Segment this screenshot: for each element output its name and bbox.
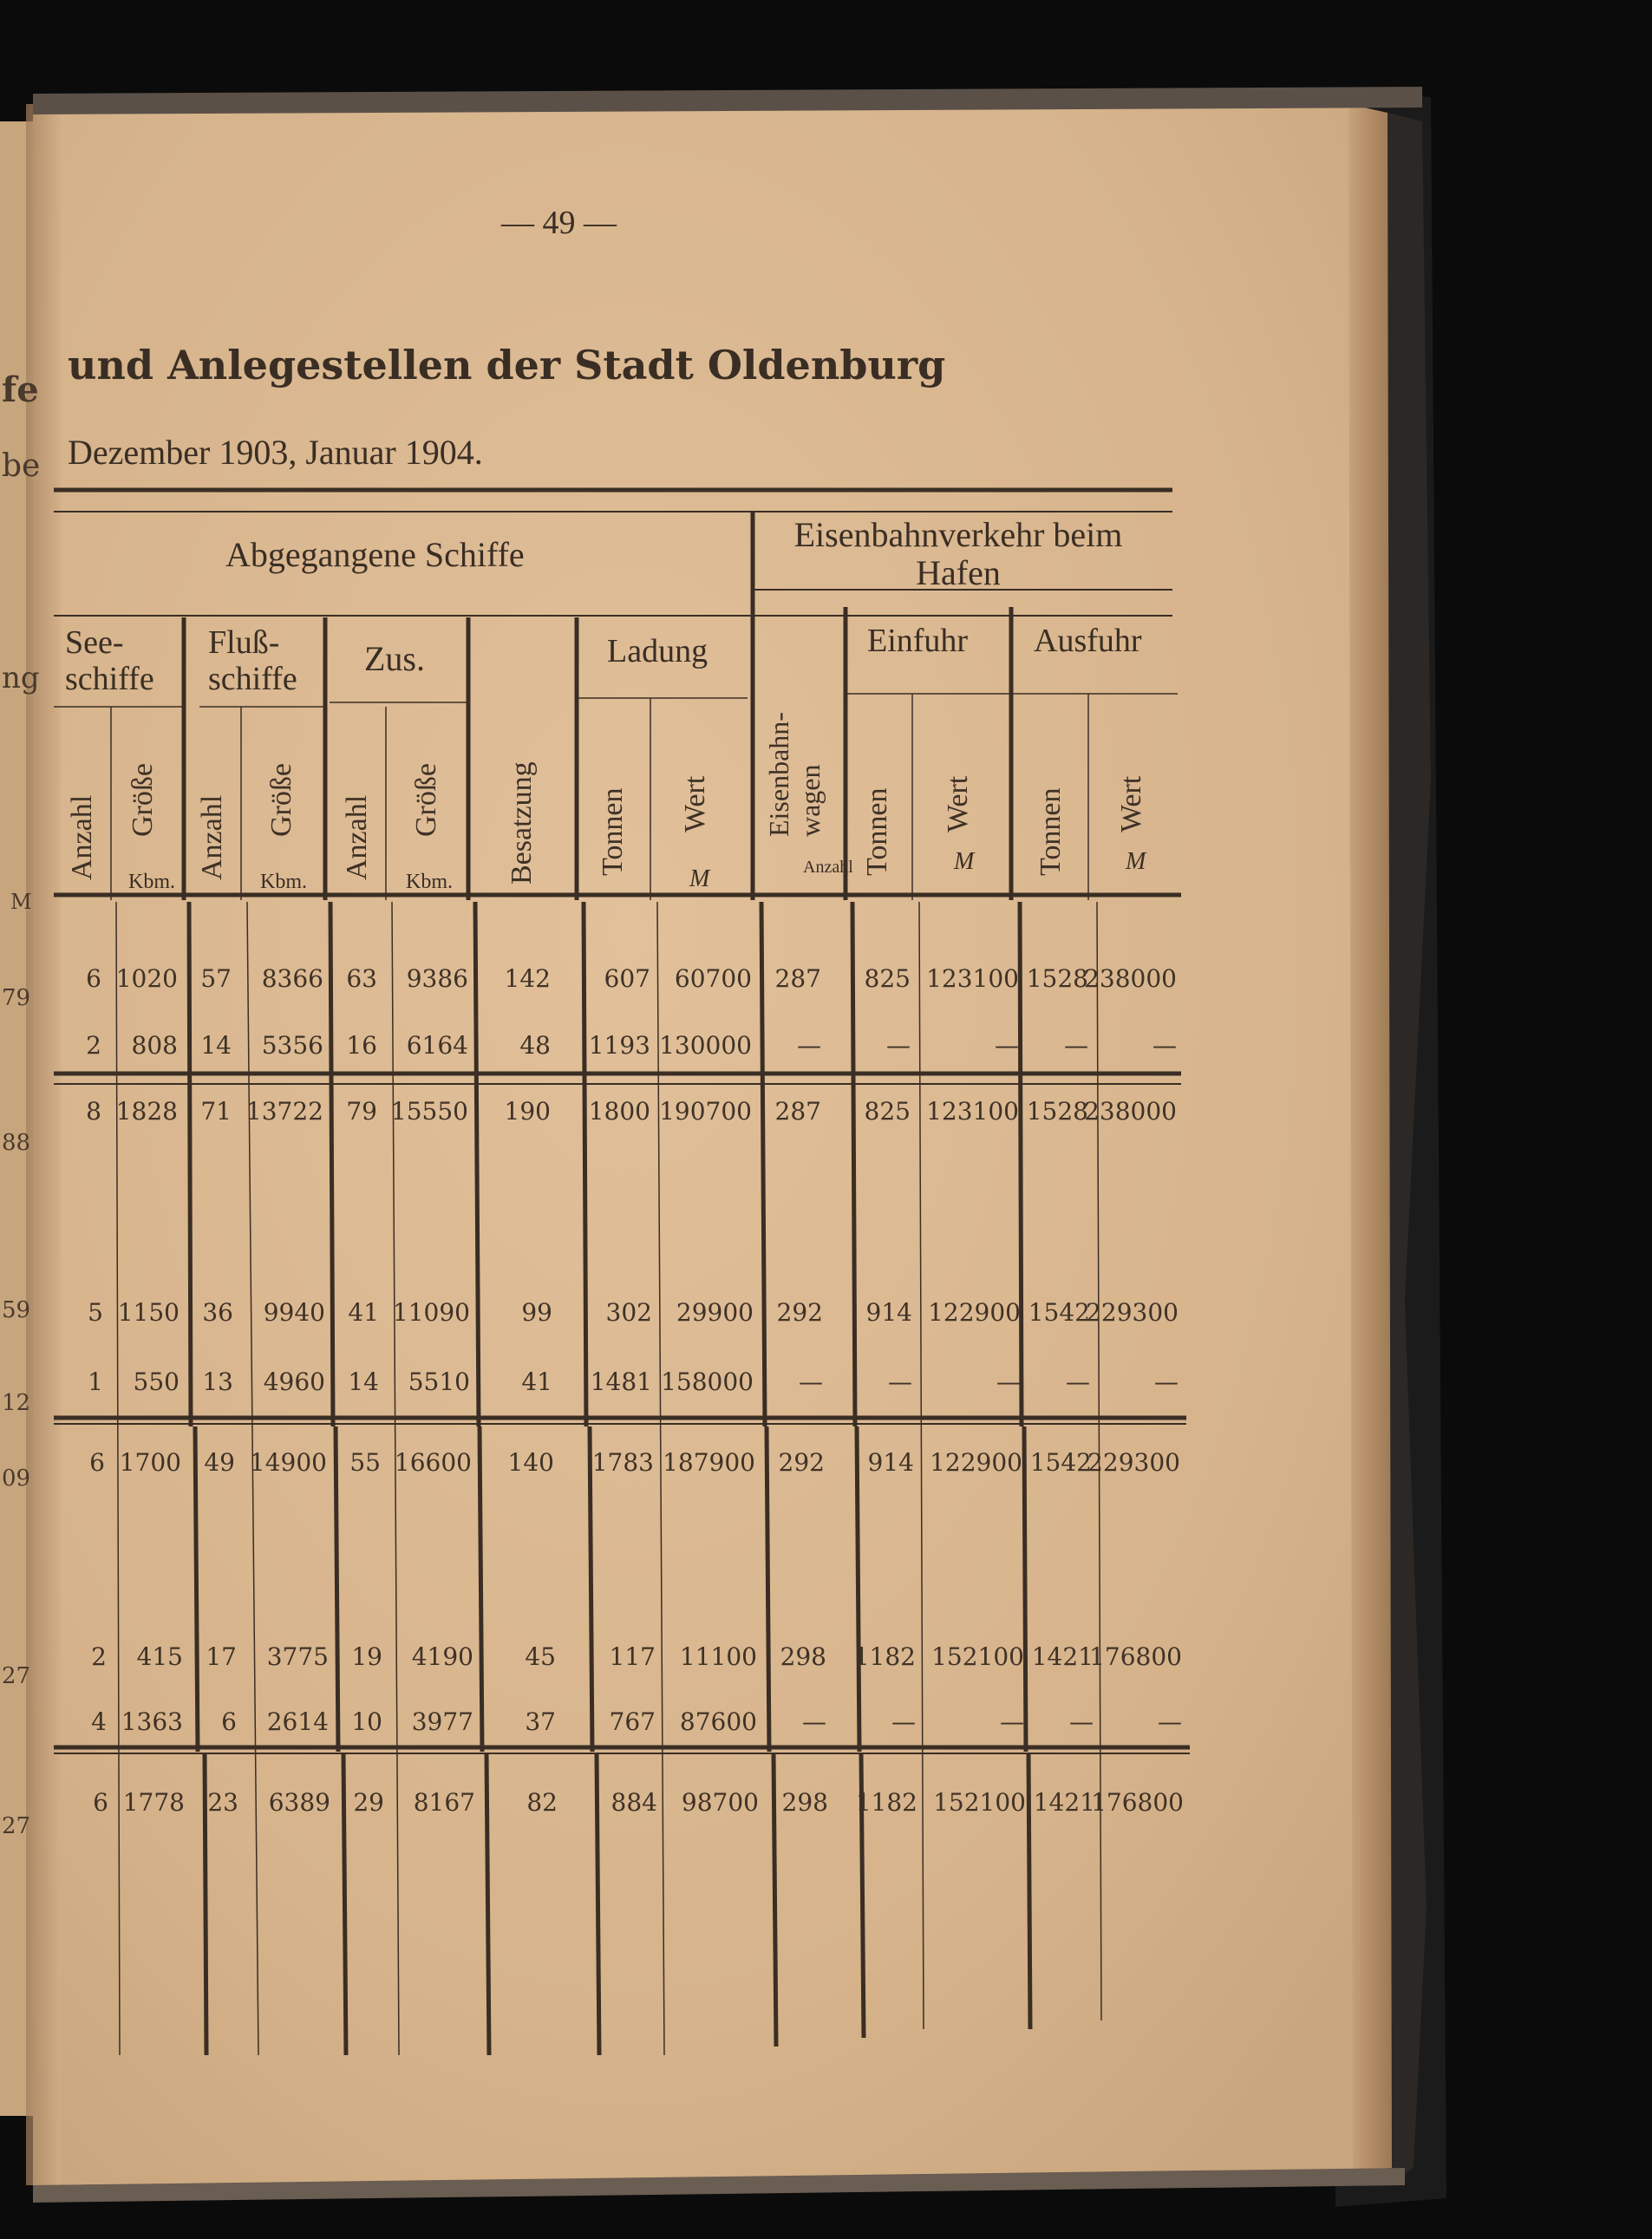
header-eisenbahn: Eisenbahnverkehr beim Hafen (793, 515, 1123, 592)
col-header-aus-tonnen: Tonnen (1035, 787, 1067, 876)
table-cell-zus_groesse: 11090 (392, 1298, 470, 1327)
table-cell-see_anzahl: 5 (88, 1298, 103, 1327)
header-seeschiffe: See-schiffe (65, 624, 154, 697)
col-header-ladung-wert: Wert (679, 775, 711, 832)
table-cell-zus_anzahl: 41 (348, 1298, 379, 1327)
table-cell-see_anzahl: 2 (86, 1031, 101, 1060)
header-abgegangene: Abgegangene Schiffe (225, 535, 525, 574)
table-cell-fluss_anzahl: 57 (200, 964, 232, 993)
table-cell-ein_wert: 122900 (930, 1448, 1022, 1477)
table-cell-ladung_wert: 187900 (663, 1448, 755, 1477)
table-cell-besatzung: 45 (525, 1642, 556, 1671)
margin-fragment: 27 (2, 1813, 31, 1839)
table-cell-zus_groesse: 15550 (390, 1097, 468, 1126)
table-cell-fluss_groesse: 6389 (268, 1788, 330, 1817)
table-cell-ein_tonnen: 825 (864, 1097, 911, 1126)
col-header-zus-groesse: Größe (410, 763, 442, 837)
table-cell-besatzung: 190 (504, 1097, 551, 1126)
table-cell-zus_anzahl: 79 (346, 1097, 377, 1126)
margin-fragment: 88 (2, 1130, 31, 1156)
col-header-fluss-anzahl: Anzahl (196, 794, 228, 880)
table-cell-besatzung: 48 (519, 1031, 551, 1060)
table-cell-see_anzahl: 2 (91, 1642, 107, 1671)
table-cell-ein_wert: 123100 (926, 1097, 1019, 1126)
table-cell-wagen_anzahl: 287 (774, 964, 821, 993)
margin-fragment: 09 (2, 1465, 31, 1492)
table-cell-wagen_anzahl: — (799, 1368, 823, 1396)
table-cell-fluss_groesse: 14900 (249, 1448, 327, 1477)
table-cell-fluss_groesse: 2614 (266, 1707, 329, 1736)
table-cell-ladung_tonnen: 1481 (590, 1368, 652, 1396)
margin-fragment: ng (2, 661, 40, 695)
table-cell-ladung_wert: 190700 (659, 1097, 752, 1126)
header-ladung: Ladung (607, 633, 708, 669)
table-cell-fluss_groesse: 4960 (263, 1368, 325, 1396)
col-header-see-groesse: Größe (127, 763, 159, 837)
col-header-zus-anzahl: Anzahl (341, 794, 373, 880)
table-cell-wagen_anzahl: — (797, 1031, 821, 1060)
table-cell-zus_anzahl: 14 (348, 1368, 379, 1396)
table-cell-zus_groesse: 8167 (413, 1788, 475, 1817)
table-cell-aus_wert: — (1154, 1368, 1179, 1396)
header-einfuhr: Einfuhr (867, 623, 969, 659)
header-zus: Zus. (364, 639, 425, 678)
table-cell-see_anzahl: 6 (89, 1448, 105, 1477)
table-cell-zus_groesse: 9386 (406, 964, 468, 993)
table-cell-zus_anzahl: 19 (351, 1642, 382, 1671)
table-cell-zus_groesse: 3977 (411, 1707, 473, 1736)
col-header-aus-wert: Wert (1115, 775, 1147, 832)
table-cell-aus_wert: — (1158, 1707, 1182, 1736)
table-cell-ein_tonnen: — (886, 1031, 911, 1060)
table-cell-aus_tonnen: 1542 (1028, 1298, 1090, 1327)
table-cell-see_anzahl: 6 (93, 1788, 108, 1817)
table-cell-ein_tonnen: — (891, 1707, 916, 1736)
header-ausfuhr: Ausfuhr (1034, 623, 1142, 659)
table-cell-besatzung: 140 (507, 1448, 554, 1477)
margin-fragment: M (10, 890, 32, 914)
unit-mark: M (689, 865, 710, 892)
table-cell-aus_tonnen: — (1064, 1031, 1088, 1060)
table-cell-see_anzahl: 8 (86, 1097, 101, 1126)
table-cell-zus_groesse: 4190 (411, 1642, 473, 1671)
table-cell-fluss_groesse: 5356 (261, 1031, 323, 1060)
table-cell-aus_wert: 238000 (1084, 1097, 1177, 1126)
col-header-eisenbahnwagen: Eisenbahn-wagen (763, 712, 826, 837)
table-cell-besatzung: 41 (521, 1368, 552, 1396)
table-cell-aus_wert: 176800 (1091, 1788, 1184, 1817)
table-cell-ladung_tonnen: 1783 (591, 1448, 654, 1477)
table-cell-wagen_anzahl: 287 (774, 1097, 821, 1126)
table-cell-fluss_anzahl: 13 (202, 1368, 233, 1396)
table-cell-see_groesse: 415 (136, 1642, 183, 1671)
table-cell-ladung_tonnen: 884 (611, 1788, 657, 1817)
table-cell-ladung_wert: 130000 (659, 1031, 752, 1060)
table-cell-ein_tonnen: 914 (865, 1298, 912, 1327)
table-cell-ladung_wert: 60700 (674, 964, 752, 993)
table-cell-ein_wert: 122900 (928, 1298, 1021, 1327)
margin-fragment: fe (2, 369, 39, 410)
table-cell-zus_groesse: 6164 (406, 1031, 468, 1060)
table-cell-besatzung: 82 (526, 1788, 558, 1817)
table-cell-fluss_groesse: 9940 (263, 1298, 325, 1327)
table-cell-aus_tonnen: 1421 (1033, 1788, 1095, 1817)
table-cell-zus_anzahl: 16 (346, 1031, 377, 1060)
table-cell-aus_tonnen: 1421 (1031, 1642, 1094, 1671)
table-cell-aus_wert: 229300 (1086, 1298, 1179, 1327)
table-cell-ein_tonnen: 1182 (855, 1788, 917, 1817)
header-flussschiffe: Fluß-schiffe (208, 624, 297, 697)
table-cell-fluss_anzahl: 14 (200, 1031, 232, 1060)
table-cell-ladung_wert: 29900 (676, 1298, 754, 1327)
table-cell-ein_wert: 152100 (931, 1642, 1024, 1671)
margin-fragment: 79 (2, 985, 31, 1011)
table-cell-zus_anzahl: 10 (351, 1707, 382, 1736)
unit-mark: M (954, 848, 975, 875)
table-cell-ladung_tonnen: 1193 (588, 1031, 650, 1060)
table-cell-see_anzahl: 4 (91, 1707, 107, 1736)
table-cell-zus_anzahl: 29 (353, 1788, 384, 1817)
table-cell-wagen_anzahl: — (802, 1707, 826, 1736)
margin-fragment: 27 (2, 1663, 31, 1689)
table-cell-fluss_anzahl: 17 (206, 1642, 237, 1671)
table-cell-fluss_groesse: 13722 (245, 1097, 323, 1126)
table-cell-ein_tonnen: 1182 (853, 1642, 916, 1671)
table-cell-besatzung: 99 (521, 1298, 552, 1327)
table-cell-ladung_wert: 158000 (661, 1368, 754, 1396)
table-cell-zus_anzahl: 55 (349, 1448, 381, 1477)
table-cell-fluss_anzahl: 49 (204, 1448, 235, 1477)
table-cell-wagen_anzahl: 298 (780, 1642, 826, 1671)
table-cell-fluss_anzahl: 36 (202, 1298, 233, 1327)
table-cell-ein_wert: — (996, 1368, 1021, 1396)
table-cell-ladung_wert: 98700 (681, 1788, 759, 1817)
table-cell-ein_tonnen: — (888, 1368, 912, 1396)
unit-anzahl: Anzahl (803, 858, 853, 877)
unit-kbm: Kbm. (406, 871, 453, 893)
table-cell-ladung_tonnen: 767 (609, 1707, 656, 1736)
table-cell-ladung_wert: 87600 (679, 1707, 757, 1736)
table-cell-ladung_wert: 11100 (679, 1642, 757, 1671)
unit-kbm: Kbm. (128, 871, 175, 893)
table-cell-zus_groesse: 16600 (394, 1448, 472, 1477)
table-cell-see_groesse: 808 (131, 1031, 178, 1060)
table-cell-see_groesse: 1700 (119, 1448, 181, 1477)
table-cell-ladung_tonnen: 1800 (588, 1097, 650, 1126)
table-cell-aus_tonnen: 1542 (1029, 1448, 1092, 1477)
table-cell-aus_wert: 176800 (1089, 1642, 1182, 1671)
table-cell-see_groesse: 1020 (115, 964, 178, 993)
table-cell-aus_tonnen: 1528 (1026, 1097, 1088, 1126)
table-cell-see_groesse: 1828 (115, 1097, 178, 1126)
table-cell-ein_tonnen: 914 (867, 1448, 914, 1477)
table-cell-ein_wert: 152100 (933, 1788, 1026, 1817)
margin-fragment: 12 (2, 1390, 31, 1416)
table-cell-aus_wert: 229300 (1087, 1448, 1180, 1477)
col-header-ladung-tonnen: Tonnen (597, 787, 629, 876)
table-cell-besatzung: 37 (525, 1707, 556, 1736)
page-title: und Anlegestellen der Stadt Oldenburg (68, 342, 946, 388)
page-subtitle: Dezember 1903, Januar 1904. (68, 433, 483, 472)
table-cell-fluss_groesse: 8366 (261, 964, 323, 993)
table-cell-ein_wert: — (995, 1031, 1019, 1060)
table-cell-fluss_anzahl: 6 (221, 1707, 237, 1736)
table-cell-ein_wert: 123100 (926, 964, 1019, 993)
table-cell-see_anzahl: 1 (88, 1368, 103, 1396)
table-cell-fluss_groesse: 3775 (266, 1642, 329, 1671)
table-cell-wagen_anzahl: 292 (778, 1448, 825, 1477)
table-cell-ladung_tonnen: 607 (604, 964, 650, 993)
margin-fragment: be (2, 448, 41, 484)
col-header-see-anzahl: Anzahl (66, 794, 98, 880)
table-cell-besatzung: 142 (504, 964, 551, 993)
table-cell-fluss_anzahl: 71 (200, 1097, 232, 1126)
unit-kbm: Kbm. (260, 871, 307, 893)
table-cell-aus_tonnen: — (1069, 1707, 1094, 1736)
table-cell-ein_wert: — (1000, 1707, 1024, 1736)
col-header-besatzung: Besatzung (506, 761, 538, 885)
table-cell-see_anzahl: 6 (86, 964, 101, 993)
table-cell-fluss_anzahl: 23 (207, 1788, 238, 1817)
table-cell-aus_wert: 238000 (1084, 964, 1177, 993)
unit-mark: M (1126, 848, 1146, 875)
table-cell-see_groesse: 1150 (117, 1298, 180, 1327)
table-cell-see_groesse: 1778 (122, 1788, 185, 1817)
table-cell-zus_anzahl: 63 (346, 964, 377, 993)
table-cell-ladung_tonnen: 117 (609, 1642, 656, 1671)
table-cell-zus_groesse: 5510 (408, 1368, 470, 1396)
table-cell-see_groesse: 1363 (121, 1707, 183, 1736)
table-cell-see_groesse: 550 (133, 1368, 180, 1396)
table-cell-wagen_anzahl: 298 (781, 1788, 828, 1817)
col-header-fluss-groesse: Größe (265, 763, 297, 837)
table-cell-wagen_anzahl: 292 (776, 1298, 823, 1327)
table-cell-aus_tonnen: 1528 (1026, 964, 1088, 993)
table-cell-aus_tonnen: — (1066, 1368, 1090, 1396)
col-header-ein-wert: Wert (942, 775, 974, 832)
table-cell-ladung_tonnen: 302 (605, 1298, 652, 1327)
table-cell-aus_wert: — (1152, 1031, 1177, 1060)
table-cell-ein_tonnen: 825 (864, 964, 911, 993)
page-number: — 49 — (501, 205, 617, 241)
col-header-ein-tonnen: Tonnen (861, 787, 893, 876)
margin-fragment: 59 (2, 1297, 31, 1323)
